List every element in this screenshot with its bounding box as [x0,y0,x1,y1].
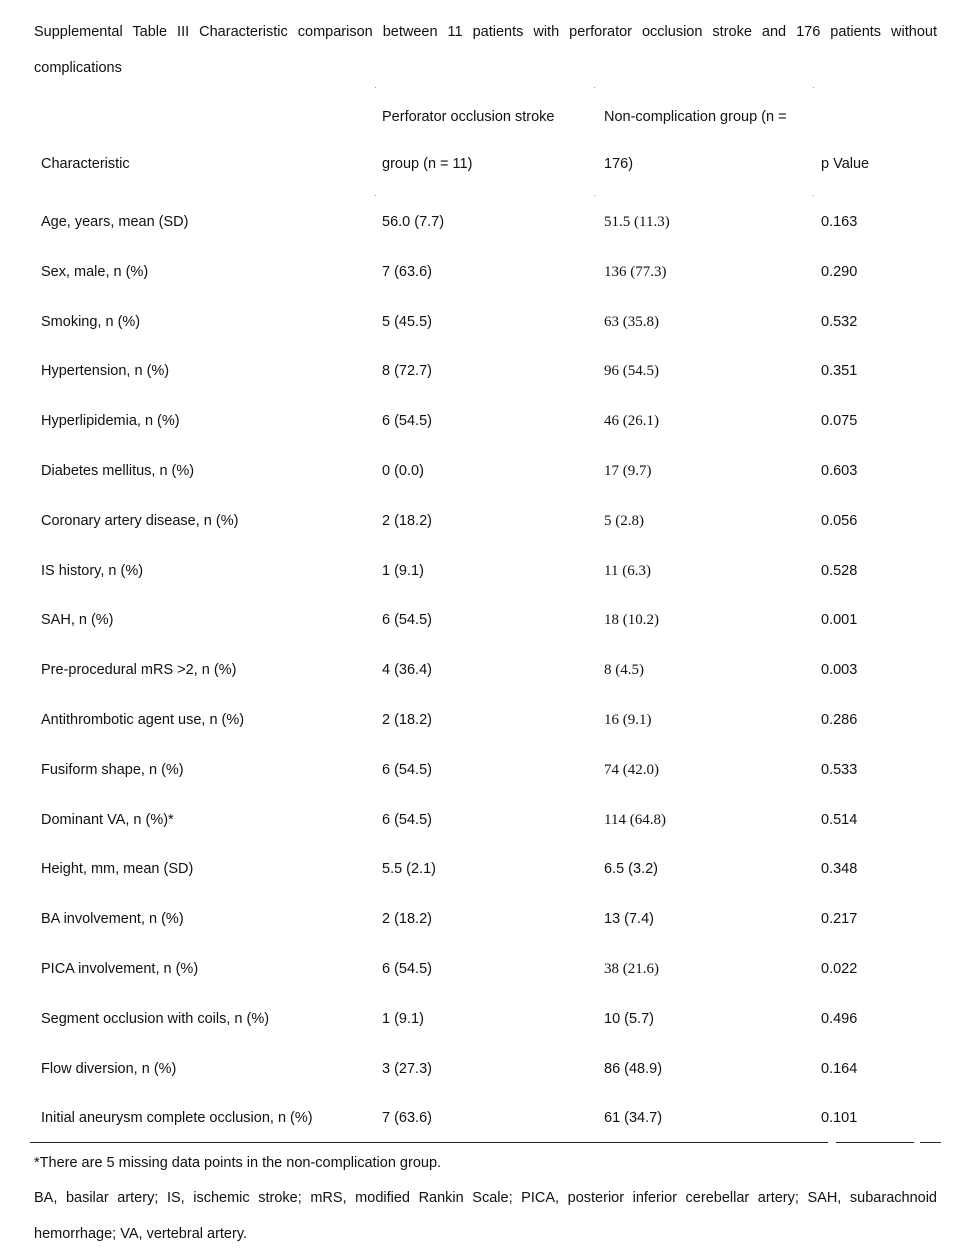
table-row [0,1009,959,1029]
footnote-abbreviations: BA, basilar artery; IS, ischemic stroke; mRS, modified Rankin Scale; PICA, posterior inferior cerebellar artery; SAH, subarachnoid hemorrhage; VA, vertebral artery. [34,1190,937,1242]
cell-group1: 7 (63.6) [382,1110,432,1126]
cell-p-value: 0.290 [821,264,858,280]
column-tick [813,87,814,88]
table-row [0,561,959,581]
cell-group1: 6 (54.5) [382,612,432,628]
cell-characteristic: Initial aneurysm complete occlusion, n (%) [41,1110,313,1126]
cell-characteristic: Coronary artery disease, n (%) [41,513,239,529]
cell-group2: 8 (4.5) [604,662,644,678]
cell-p-value: 0.163 [821,214,858,230]
cell-characteristic: Diabetes mellitus, n (%) [41,463,195,479]
table-row [0,262,959,282]
cell-characteristic: Age, years, mean (SD) [41,214,189,230]
cell-p-value: 0.348 [821,861,858,877]
table-row [0,511,959,531]
cell-characteristic: Hyperlipidemia, n (%) [41,413,180,429]
column-tick [594,195,595,196]
table-row [0,710,959,730]
table-row [0,361,959,381]
cell-group2: 16 (9.1) [604,712,652,728]
cell-p-value: 0.022 [821,961,858,977]
cell-p-value: 0.001 [821,612,858,628]
header-characteristic: Characteristic [41,156,130,172]
cell-group1: 2 (18.2) [382,712,432,728]
cell-group1: 4 (36.4) [382,662,432,678]
header-group1-line2: group (n = 11) [382,156,473,172]
cell-p-value: 0.603 [821,463,858,479]
cell-characteristic: BA involvement, n (%) [41,911,184,927]
cell-characteristic: Hypertension, n (%) [41,363,170,379]
cell-group1: 1 (9.1) [382,1011,424,1027]
cell-group2: 17 (9.7) [604,463,652,479]
table-row [0,1108,959,1128]
cell-group1: 2 (18.2) [382,513,432,529]
cell-group1: 6 (54.5) [382,812,432,828]
table-row [0,411,959,431]
cell-p-value: 0.496 [821,1011,858,1027]
header-group2-line1: Non-complication group (n = [604,109,787,125]
cell-characteristic: Height, mm, mean (SD) [41,861,194,877]
cell-characteristic: Flow diversion, n (%) [41,1061,177,1077]
table-row [0,1059,959,1079]
cell-group2: 61 (34.7) [604,1110,663,1126]
cell-p-value: 0.533 [821,762,858,778]
cell-group2: 11 (6.3) [604,563,651,579]
table-row [0,610,959,630]
cell-group2: 13 (7.4) [604,911,654,927]
cell-group2: 10 (5.7) [604,1011,654,1027]
cell-group1: 8 (72.7) [382,363,432,379]
table-bottom-rule [30,1142,941,1143]
cell-group1: 5.5 (2.1) [382,861,436,877]
cell-characteristic: SAH, n (%) [41,612,114,628]
cell-group1: 3 (27.3) [382,1061,432,1077]
table-row [0,212,959,232]
cell-p-value: 0.003 [821,662,858,678]
column-tick [375,195,376,196]
cell-group2: 136 (77.3) [604,264,667,280]
cell-characteristic: Antithrombotic agent use, n (%) [41,712,245,728]
cell-group1: 7 (63.6) [382,264,432,280]
cell-characteristic: Smoking, n (%) [41,314,141,330]
cell-group2: 18 (10.2) [604,612,659,628]
column-tick [375,87,376,88]
table-row [0,461,959,481]
cell-characteristic: Dominant VA, n (%)* [41,812,174,828]
cell-group2: 5 (2.8) [604,513,644,529]
column-tick [594,87,595,88]
header-p-value: p Value [821,156,870,172]
table-row [0,959,959,979]
cell-p-value: 0.164 [821,1061,858,1077]
cell-characteristic: IS history, n (%) [41,563,144,579]
cell-p-value: 0.056 [821,513,858,529]
cell-group2: 51.5 (11.3) [604,214,670,230]
cell-group1: 6 (54.5) [382,413,432,429]
cell-p-value: 0.532 [821,314,858,330]
cell-group1: 1 (9.1) [382,563,424,579]
cell-group1: 0 (0.0) [382,463,424,479]
table-row [0,810,959,830]
cell-characteristic: PICA involvement, n (%) [41,961,199,977]
cell-group2: 6.5 (3.2) [604,861,658,877]
cell-characteristic: Segment occlusion with coils, n (%) [41,1011,270,1027]
cell-group2: 46 (26.1) [604,413,659,429]
column-tick [813,195,814,196]
cell-group1: 6 (54.5) [382,762,432,778]
header-group2-line2: 176) [604,156,634,172]
cell-characteristic: Pre-procedural mRS >2, n (%) [41,662,237,678]
cell-p-value: 0.075 [821,413,858,429]
table-row [0,760,959,780]
table-row [0,312,959,332]
cell-p-value: 0.351 [821,363,858,379]
cell-characteristic: Sex, male, n (%) [41,264,149,280]
cell-group1: 5 (45.5) [382,314,432,330]
footnote-missing-data: *There are 5 missing data points in the non-complication group. [34,1155,442,1171]
cell-group2: 114 (64.8) [604,812,666,828]
cell-p-value: 0.286 [821,712,858,728]
cell-group2: 86 (48.9) [604,1061,663,1077]
table-row [0,859,959,879]
cell-group2: 74 (42.0) [604,762,659,778]
cell-group2: 96 (54.5) [604,363,659,379]
header-group1-line1: Perforator occlusion stroke [382,109,555,125]
cell-p-value: 0.528 [821,563,858,579]
cell-characteristic: Fusiform shape, n (%) [41,762,184,778]
table-row [0,909,959,929]
cell-p-value: 0.217 [821,911,858,927]
cell-group1: 56.0 (7.7) [382,214,445,230]
cell-group1: 2 (18.2) [382,911,432,927]
table-caption: Supplemental Table III Characteristic comparison between 11 patients with perforator occlusion stroke and 176 patients without complications [34,24,937,76]
cell-p-value: 0.514 [821,812,858,828]
cell-group2: 38 (21.6) [604,961,659,977]
cell-p-value: 0.101 [821,1110,858,1126]
cell-group2: 63 (35.8) [604,314,659,330]
table-row [0,660,959,680]
cell-group1: 6 (54.5) [382,961,432,977]
